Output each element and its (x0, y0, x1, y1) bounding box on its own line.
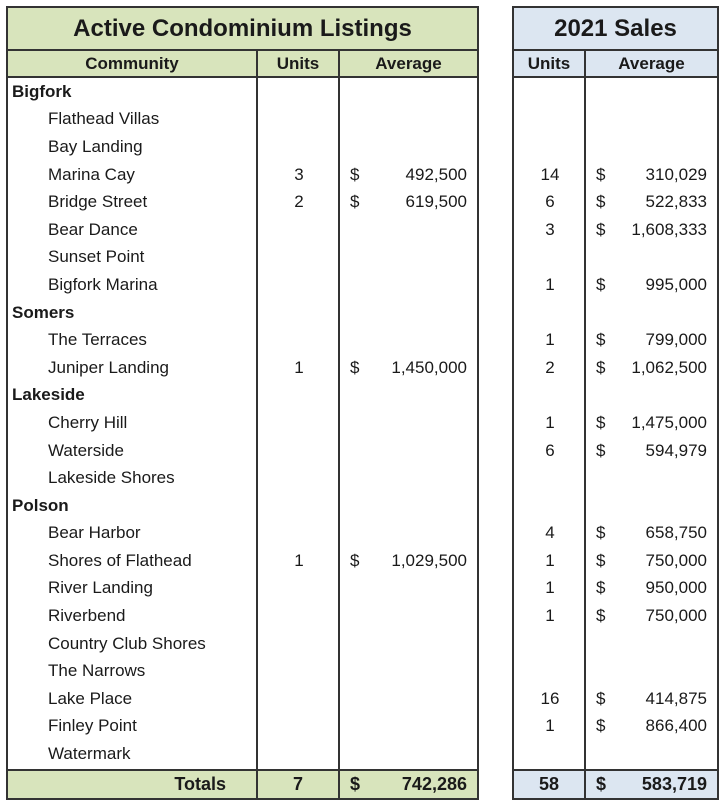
table-row (8, 713, 477, 741)
listing-average (340, 78, 477, 106)
sales-average (586, 630, 717, 658)
table-row (8, 464, 477, 492)
listings-totals-row (8, 769, 477, 798)
sales-units (514, 492, 586, 520)
listing-units (258, 437, 340, 465)
listing-average (340, 685, 477, 713)
header-average: Average (375, 53, 442, 73)
table-row (514, 713, 717, 741)
active-listings-table (6, 6, 479, 800)
listings-header-row (8, 51, 477, 78)
currency-symbol: $ (596, 774, 607, 794)
table-row (8, 326, 477, 354)
sales-units: 1 (545, 606, 555, 626)
currency-symbol: $ (596, 440, 606, 460)
listing-average (340, 520, 477, 548)
currency-symbol: $ (350, 774, 361, 794)
listing-average (340, 409, 477, 437)
listing-average (340, 602, 477, 630)
sales-units (514, 382, 586, 410)
listing-units (258, 133, 340, 161)
community-name: Sunset Point (48, 247, 145, 267)
sales-2021-table (512, 6, 719, 800)
listing-units (258, 520, 340, 548)
table-row (8, 630, 477, 658)
sales-units (514, 78, 586, 106)
community-name: Lake Place (48, 688, 133, 708)
table-row (8, 657, 477, 685)
sales-average (586, 106, 717, 134)
table-row (514, 326, 717, 354)
table-row (514, 575, 717, 603)
sales-units (514, 244, 586, 272)
community-name: Bigfork Marina (48, 274, 158, 294)
listing-average (340, 354, 477, 382)
listing-units (258, 382, 340, 410)
community-name: Country Club Shores (48, 633, 206, 653)
sales-units (514, 464, 586, 492)
listings-title: Active Condominium Listings (8, 8, 477, 51)
currency-symbol: $ (596, 274, 606, 294)
sales-units: 14 (540, 164, 560, 184)
listing-average (340, 740, 477, 768)
listing-average (340, 133, 477, 161)
currency-symbol: $ (596, 716, 606, 736)
listing-units: 1 (294, 357, 304, 377)
table-row (8, 133, 477, 161)
listing-units (258, 326, 340, 354)
sales-average (586, 437, 717, 465)
sales-average (586, 161, 717, 189)
table-row (8, 244, 477, 272)
table-row (514, 740, 717, 768)
sales-average-value: 594,979 (645, 440, 707, 460)
sales-units: 1 (545, 412, 555, 432)
table-row (514, 216, 717, 244)
listing-average (340, 464, 477, 492)
listing-average (340, 492, 477, 520)
sales-average-value: 522,833 (645, 192, 707, 212)
listing-average (340, 216, 477, 244)
area-name: Lakeside (12, 385, 85, 405)
group-row (514, 78, 717, 106)
listing-average (340, 630, 477, 658)
group-row (8, 492, 477, 520)
table-row (8, 106, 477, 134)
table-row (514, 188, 717, 216)
community-name: Watermark (48, 744, 131, 764)
sales-units (514, 106, 586, 134)
sales-average (586, 547, 717, 575)
area-name: Polson (12, 495, 69, 515)
sales-units (514, 299, 586, 327)
sales-average (586, 740, 717, 768)
totals-units: 58 (514, 771, 586, 798)
sales-average (586, 492, 717, 520)
table-row (8, 685, 477, 713)
table-row (514, 271, 717, 299)
sales-average (586, 244, 717, 272)
group-row (8, 299, 477, 327)
currency-symbol: $ (596, 330, 606, 350)
table-row (514, 657, 717, 685)
listing-units (258, 78, 340, 106)
sales-average (586, 685, 717, 713)
sales-average (586, 657, 717, 685)
currency-symbol: $ (596, 357, 606, 377)
listings-body (8, 78, 477, 772)
table-row (514, 547, 717, 575)
sales-units (514, 133, 586, 161)
sales-units: 2 (545, 357, 555, 377)
community-name: Bear Dance (48, 219, 138, 239)
sales-units: 1 (545, 274, 555, 294)
listing-units: 2 (294, 192, 304, 212)
sales-average (586, 354, 717, 382)
listing-units (258, 630, 340, 658)
listing-units (258, 216, 340, 244)
sales-average (586, 326, 717, 354)
sales-units: 16 (540, 688, 560, 708)
sales-average (586, 216, 717, 244)
table-row (8, 575, 477, 603)
sales-units (514, 740, 586, 768)
sales-average-value: 750,000 (645, 606, 707, 626)
listing-average-value: 492,500 (405, 164, 467, 184)
community-name: Flathead Villas (48, 109, 160, 129)
community-name: The Terraces (48, 330, 147, 350)
sales-units: 6 (545, 440, 555, 460)
area-name: Bigfork (12, 81, 72, 101)
listing-units (258, 575, 340, 603)
listing-units: 3 (294, 164, 304, 184)
currency-symbol: $ (596, 192, 606, 212)
listing-units (258, 713, 340, 741)
listing-average-value: 619,500 (405, 192, 467, 212)
listing-units (258, 299, 340, 327)
sales-average (586, 133, 717, 161)
table-row (8, 547, 477, 575)
sales-units: 1 (545, 330, 555, 350)
community-name: Shores of Flathead (48, 550, 192, 570)
listing-units (258, 657, 340, 685)
group-row (8, 382, 477, 410)
sales-average (586, 188, 717, 216)
sales-totals-row (514, 769, 717, 798)
sales-units: 1 (545, 550, 555, 570)
sales-title: 2021 Sales (514, 8, 717, 51)
table-row (514, 354, 717, 382)
listing-average (340, 575, 477, 603)
listing-units (258, 740, 340, 768)
table-row (8, 520, 477, 548)
sales-units (514, 657, 586, 685)
group-row (514, 382, 717, 410)
sales-average-value: 799,000 (645, 330, 707, 350)
table-row (514, 602, 717, 630)
listing-average (340, 326, 477, 354)
currency-symbol: $ (596, 550, 606, 570)
table-row (514, 520, 717, 548)
sales-body (514, 78, 717, 772)
table-row (514, 464, 717, 492)
header-units: Units (514, 51, 586, 76)
community-name: Lakeside Shores (48, 468, 175, 488)
listing-average (340, 106, 477, 134)
community-name: Bay Landing (48, 136, 143, 156)
sales-average-value: 950,000 (645, 578, 707, 598)
listing-average (340, 713, 477, 741)
listing-average (340, 547, 477, 575)
table-row (514, 244, 717, 272)
table-row (514, 685, 717, 713)
totals-units: 7 (258, 771, 340, 798)
sales-average-value: 750,000 (645, 550, 707, 570)
sales-average-value: 658,750 (645, 523, 707, 543)
sales-average (586, 78, 717, 106)
currency-symbol: $ (596, 606, 606, 626)
table-row (8, 740, 477, 768)
totals-label: Totals (8, 771, 258, 798)
sales-units (514, 630, 586, 658)
community-name: The Narrows (48, 661, 146, 681)
totals-average-value: 742,286 (401, 774, 467, 794)
listing-average (340, 382, 477, 410)
sales-average (586, 299, 717, 327)
table-row (8, 271, 477, 299)
table-row (514, 630, 717, 658)
sales-average-value: 310,029 (645, 164, 707, 184)
sales-average-value: 1,475,000 (631, 412, 707, 432)
listing-units (258, 409, 340, 437)
sales-average (586, 271, 717, 299)
currency-symbol: $ (596, 164, 606, 184)
sales-average (586, 602, 717, 630)
listing-units (258, 685, 340, 713)
community-name: Marina Cay (48, 164, 135, 184)
listing-units (258, 464, 340, 492)
table-row (514, 409, 717, 437)
currency-symbol: $ (350, 164, 360, 184)
sales-average (586, 409, 717, 437)
sales-average (586, 382, 717, 410)
listing-average (340, 657, 477, 685)
group-row (514, 299, 717, 327)
community-name: Juniper Landing (48, 357, 169, 377)
table-row (514, 106, 717, 134)
table-row (8, 437, 477, 465)
sales-average-value: 995,000 (645, 274, 707, 294)
currency-symbol: $ (596, 219, 606, 239)
listing-units (258, 271, 340, 299)
listing-units: 1 (294, 550, 304, 570)
currency-symbol: $ (596, 688, 606, 708)
table-row (8, 188, 477, 216)
table-row (8, 602, 477, 630)
community-name: Waterside (48, 440, 124, 460)
sales-units: 3 (545, 219, 555, 239)
community-name: Bear Harbor (48, 523, 141, 543)
currency-symbol: $ (596, 578, 606, 598)
sales-header-row (514, 51, 717, 78)
sales-units: 1 (545, 578, 555, 598)
sales-average-value: 866,400 (645, 716, 707, 736)
listing-average (340, 271, 477, 299)
currency-symbol: $ (350, 357, 360, 377)
listing-units (258, 492, 340, 520)
sales-average (586, 520, 717, 548)
area-name: Somers (12, 302, 75, 322)
table-row (514, 161, 717, 189)
sales-average (586, 575, 717, 603)
table-row (514, 437, 717, 465)
community-name: Riverbend (48, 606, 126, 626)
sales-units: 4 (545, 523, 555, 543)
sales-units: 1 (545, 716, 555, 736)
listing-average (340, 299, 477, 327)
table-row (8, 161, 477, 189)
table-row (8, 354, 477, 382)
header-units: Units (258, 51, 340, 76)
listing-average (340, 161, 477, 189)
listing-average-value: 1,450,000 (391, 357, 467, 377)
sales-average-value: 414,875 (645, 688, 707, 708)
listing-units (258, 106, 340, 134)
sales-average (586, 713, 717, 741)
sales-average-value: 1,608,333 (631, 219, 707, 239)
totals-average-value: 583,719 (641, 774, 707, 794)
sales-average-value: 1,062,500 (631, 357, 707, 377)
listing-units (258, 244, 340, 272)
listing-average (340, 437, 477, 465)
sales-units: 6 (545, 192, 555, 212)
currency-symbol: $ (596, 412, 606, 432)
totals-average (340, 771, 477, 798)
currency-symbol: $ (350, 192, 360, 212)
header-community: Community (8, 51, 258, 76)
listing-average (340, 188, 477, 216)
currency-symbol: $ (596, 523, 606, 543)
listing-units (258, 602, 340, 630)
community-name: River Landing (48, 578, 153, 598)
listing-average-value: 1,029,500 (391, 550, 467, 570)
listing-average (340, 244, 477, 272)
community-name: Cherry Hill (48, 412, 128, 432)
totals-average (586, 771, 717, 798)
sales-average (586, 464, 717, 492)
group-row (8, 78, 477, 106)
table-row (514, 133, 717, 161)
community-name: Bridge Street (48, 192, 148, 212)
community-name: Finley Point (48, 716, 137, 736)
group-row (514, 492, 717, 520)
header-average: Average (618, 53, 685, 73)
table-row (8, 216, 477, 244)
table-row (8, 409, 477, 437)
currency-symbol: $ (350, 550, 360, 570)
